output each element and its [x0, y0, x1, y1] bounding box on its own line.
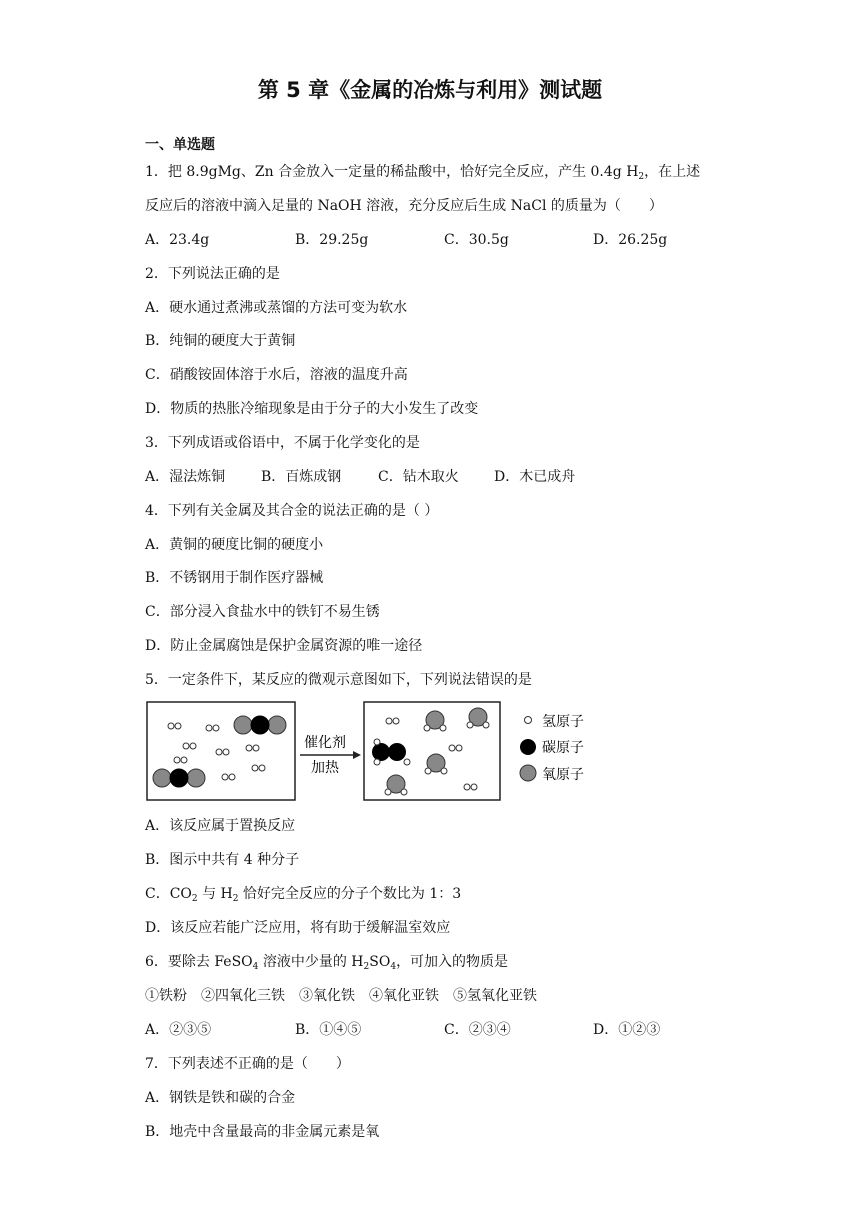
- page-title: 第 5 章《金属的冶炼与利用》测试题: [257, 78, 603, 102]
- question-2-option-a: A．硬水通过煮沸或蒸馏的方法可变为软水: [145, 300, 408, 316]
- question-5-option-c: C．$CO_2$ 与 $H_2$ 恰好完全反应的分子个数比为 1：3: [145, 886, 462, 904]
- question-2-option-c: C．硝酸铵固体溶于水后，溶液的温度升高: [145, 367, 408, 383]
- arrow-label-bottom: 加热: [311, 760, 339, 776]
- reaction-arrow-head: [353, 751, 361, 759]
- co2-molecule-left-1: [234, 716, 286, 734]
- question-6-choices: ①铁粉 ②四氧化三铁 ③氧化铁 ④氧化亚铁 ⑤氢氧化亚铁: [145, 988, 537, 1004]
- question-4-option-b: B．不锈钢用于制作医疗器械: [145, 570, 324, 586]
- question-1-option-c: C．30.5g: [444, 232, 509, 248]
- arrow-label-top: 催化剂: [304, 735, 346, 751]
- legend-oxygen-icon: [520, 765, 536, 781]
- legend-hydrogen-label: 氢原子: [542, 714, 584, 730]
- question-3-option-a: A．湿法炼铜: [145, 469, 226, 485]
- question-4-option-d: D．防止金属腐蚀是保护金属资源的唯一途径: [145, 638, 423, 654]
- legend-hydrogen-icon: [525, 717, 532, 724]
- question-3-option-c: C．钻木取火: [378, 469, 459, 485]
- question-1-stem-line1: 1．把 8.9gMg、Zn 合金放入一定量的稀盐酸中，恰好完全反应，产生 0.4g $H_2$，在上述: [145, 164, 701, 182]
- question-5-option-b: B．图示中共有 4 种分子: [145, 852, 300, 868]
- legend-carbon-icon: [520, 739, 536, 755]
- question-7-option-a: A．钢铁是铁和碳的合金: [145, 1090, 296, 1106]
- question-2-option-b: B．纯铜的硬度大于黄铜: [145, 333, 296, 349]
- reaction-diagram: [145, 700, 605, 804]
- question-4-stem: 4．下列有关金属及其合金的说法正确的是（ ）: [145, 503, 439, 519]
- question-6-option-c: C．②③④: [444, 1022, 511, 1038]
- question-1-option-d: D．26.25g: [593, 232, 668, 248]
- reaction-diagram-svg: [145, 700, 605, 804]
- question-6-option-b: B．①④⑤: [295, 1022, 362, 1038]
- question-6-option-a: A．②③⑤: [145, 1022, 212, 1038]
- question-7-stem: 7．下列表述不正确的是（ ）: [145, 1056, 350, 1072]
- co2-molecule-left-2: [153, 769, 205, 787]
- question-3-stem: 3．下列成语或俗语中，不属于化学变化的是: [145, 435, 420, 451]
- question-6-stem: 6．要除去 FeSO$_4$ 溶液中少量的 $H_2SO_4$，可加入的物质是: [145, 954, 509, 972]
- question-5-option-d: D．该反应若能广泛应用，将有助于缓解温室效应: [145, 920, 451, 936]
- question-5-stem: 5．一定条件下，某反应的微观示意图如下，下列说法错误的是: [145, 672, 532, 688]
- question-1-option-a: A．23.4g: [145, 232, 210, 248]
- question-5-option-a: A．该反应属于置换反应: [145, 818, 296, 834]
- question-1-stem-line2: 反应后的溶液中滴入足量的 NaOH 溶液，充分反应后生成 NaCl 的质量为（ ）: [145, 198, 663, 214]
- question-2-stem: 2．下列说法正确的是: [145, 266, 280, 282]
- legend-oxygen-label: 氧原子: [542, 767, 584, 783]
- question-2-option-d: D．物质的热胀冷缩现象是由于分子的大小发生了改变: [145, 401, 479, 417]
- legend-carbon-label: 碳原子: [542, 740, 584, 756]
- question-3-option-d: D．木已成舟: [494, 469, 576, 485]
- section-heading: 一、单选题: [145, 137, 215, 153]
- question-6-option-d: D．①②③: [593, 1022, 661, 1038]
- question-1-option-b: B．29.25g: [295, 232, 369, 248]
- question-7-option-b: B．地壳中含量最高的非金属元素是氧: [145, 1124, 380, 1140]
- question-3-option-b: B．百炼成钢: [261, 469, 342, 485]
- question-4-option-c: C．部分浸入食盐水中的铁钉不易生锈: [145, 604, 380, 620]
- question-4-option-a: A．黄铜的硬度比铜的硬度小: [145, 537, 324, 553]
